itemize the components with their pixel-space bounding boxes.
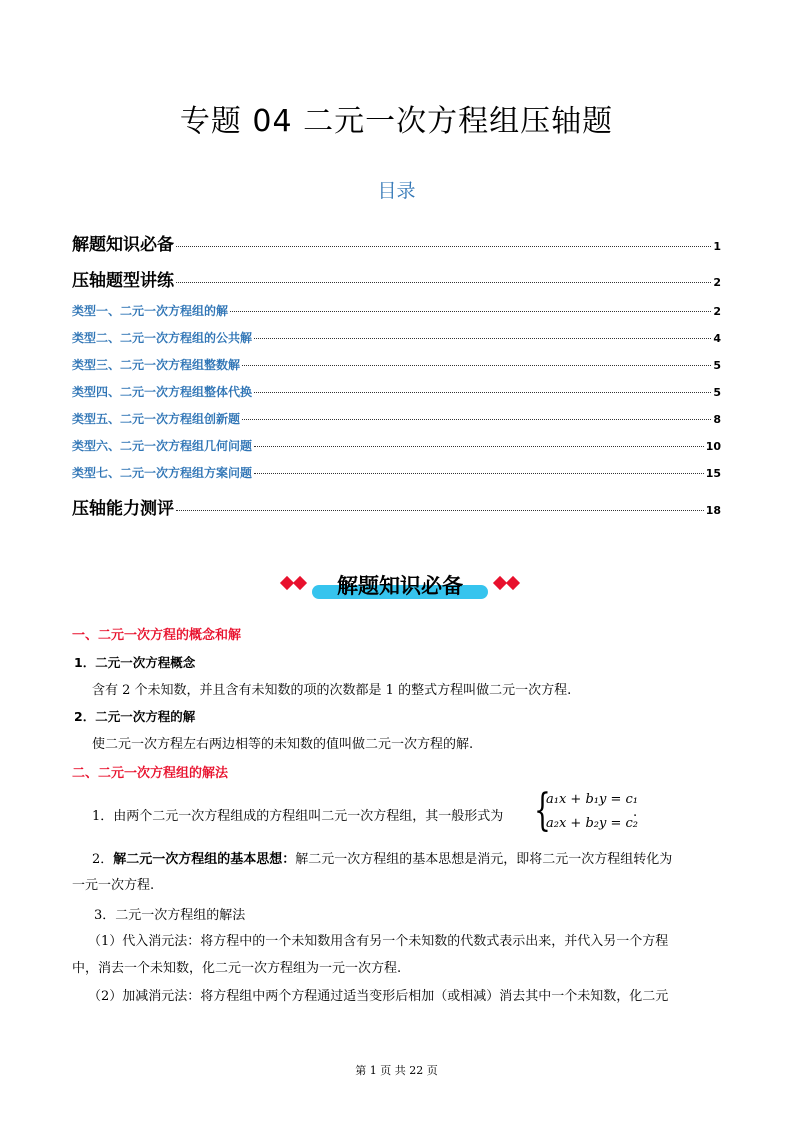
toc-entry[interactable] [72,494,721,519]
item-title: 1．二元一次方程概念 [74,655,196,670]
toc-entry-label: 类型一、二元一次方程组的解 [72,304,229,318]
paragraph: （2）加减消元法：将方程组中两个方程通过适当变形后相加（或相减）消去其中一个未知数，化二元 [88,989,669,1004]
banner-title: 解题知识必备 [337,574,463,598]
toc-leader [254,472,704,474]
toc-entry[interactable] [72,230,721,255]
toc-entry-label: 压轴题型讲练 [72,271,174,291]
toc-leader [242,418,711,420]
page-title: 专题 04 二元一次方程组压轴题 [179,104,614,139]
toc-entry-page: 15 [705,467,721,480]
toc-entry-page: 10 [705,440,721,453]
section-banner [282,568,518,604]
toc-entry[interactable] [72,437,721,454]
toc-entry-label: 类型四、二元一次方程组整体代换 [72,385,253,399]
toc-entry-page: 2 [713,276,721,289]
toc-entry[interactable] [72,302,721,319]
toc-entry[interactable] [72,266,721,291]
toc-entry[interactable] [72,464,721,481]
toc-leader [254,391,711,393]
equation-line-2: a₂x + b₂y = c₂ [546,816,638,831]
toc-entry-page: 8 [713,413,721,426]
paragraph: 含有 2 个未知数，并且含有未知数的项的次数都是 1 的整式方程叫做二元一次方程. [92,683,572,698]
paragraph: 1．由两个二元一次方程组成的方程组叫二元一次方程组，其一般形式为 [92,809,504,824]
section-heading: 一、二元一次方程的概念和解 [72,628,242,643]
paragraph [92,848,672,867]
paragraph-number: 2． [92,852,114,867]
paragraph: 一元一次方程. [72,878,155,893]
toc-entry-label: 类型二、二元一次方程组的公共解 [72,331,253,345]
toc-entry-label: 类型六、二元一次方程组几何问题 [72,439,253,453]
toc-entry-page: 5 [713,359,721,372]
page-footer: 第 1 页 共 22 页 [355,1064,438,1077]
toc-entry-label: 类型三、二元一次方程组整数解 [72,358,241,372]
toc-entry-label: 压轴能力测评 [72,499,174,519]
toc-entry-label: 类型七、二元一次方程组方案问题 [72,466,253,480]
toc-entry-page: 18 [705,504,721,517]
toc-leader [176,245,711,247]
toc-entry[interactable] [72,329,721,346]
brace-symbol: { [534,785,551,836]
paragraph: 3．二元一次方程组的解法 [94,908,246,923]
toc-entry-page: 4 [713,332,721,345]
period: . [633,805,638,820]
bold-term: 解二元一次方程组的基本思想： [113,852,296,867]
paragraph: 使二元一次方程左右两边相等的未知数的值叫做二元一次方程的解. [92,737,474,752]
equation-line-1: a₁x + b₁y = c₁ [546,792,638,807]
toc-entry-page: 2 [713,305,721,318]
toc-entry[interactable] [72,356,721,373]
item-title: 2．二元一次方程的解 [74,709,196,724]
paragraph: （1）代入消元法：将方程中的一个未知数用含有另一个未知数的代数式表示出来，并代入另一个方程 [88,934,669,949]
toc-entry-label: 类型五、二元一次方程组创新题 [72,412,241,426]
toc-entry-page: 1 [713,240,721,253]
toc-heading: 目录 [377,180,416,202]
toc-leader [254,337,711,339]
toc-leader [242,364,711,366]
paragraph-text: 解二元一次方程组的基本思想是消元，即将二元一次方程组转化为 [295,852,673,867]
toc-entry-label: 解题知识必备 [72,235,174,255]
toc-entry[interactable] [72,383,721,400]
toc-entry-page: 5 [713,386,721,399]
toc-leader [230,310,711,312]
toc-leader [254,445,704,447]
section-heading: 二、二元一次方程组的解法 [72,766,229,781]
toc-leader [176,509,704,511]
toc-leader [176,281,711,283]
paragraph: 中，消去一个未知数，化二元一次方程组为一元一次方程. [72,961,402,976]
toc-entry[interactable] [72,410,721,427]
